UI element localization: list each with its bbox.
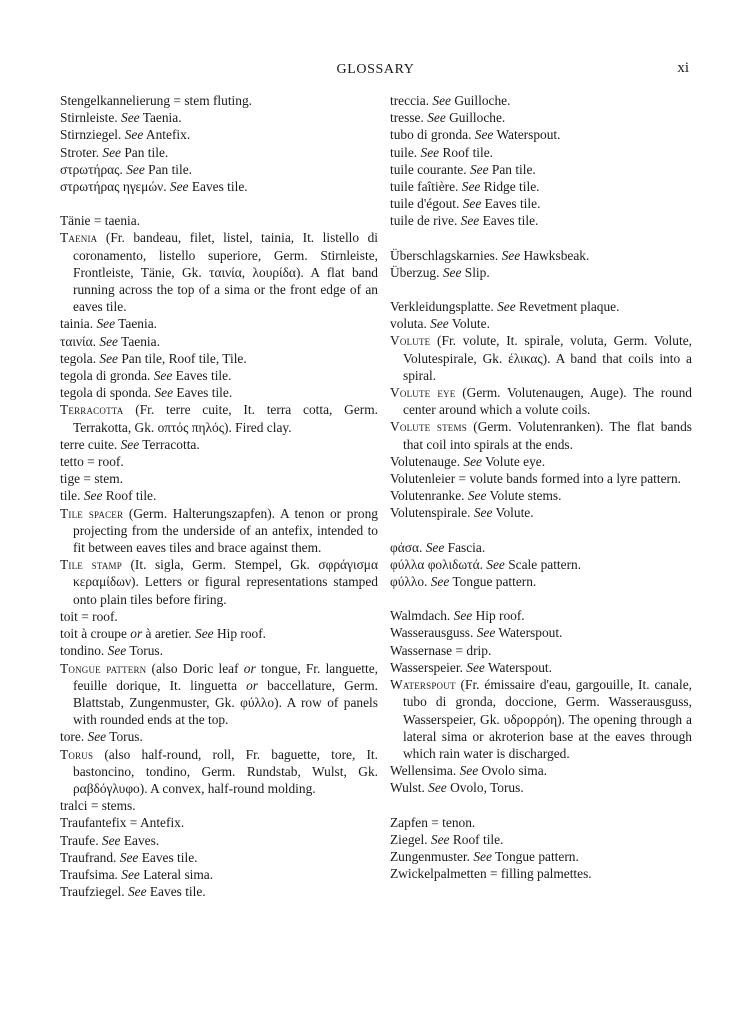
entry-text: Stirnleiste.	[60, 110, 121, 126]
entry-text: φύλλα φολιδωτά.	[390, 556, 487, 572]
glossary-entry	[60, 866, 378, 883]
glossary-entry	[390, 195, 692, 212]
entry-text: Tänie = taenia.	[60, 213, 141, 229]
entry-text: Torus.	[106, 729, 143, 745]
entry-text: Traufsima.	[60, 866, 122, 882]
entry-cross-ref: See	[459, 763, 479, 779]
entry-text: Verkleidungsplatte.	[390, 299, 498, 315]
section-gap	[390, 522, 692, 539]
glossary-entry	[390, 659, 692, 676]
glossary-entry	[60, 212, 378, 229]
entry-text: (also half-round, roll, Fr. baguette, tore, It. bastoncino, tondino, Germ. Rundstab, Wulst, Gk. ραβδόγλυφο). A convex, half-round molding.	[73, 746, 378, 796]
entry-cross-ref: See	[501, 247, 521, 263]
entry-text: Walmdach.	[390, 608, 454, 624]
glossary-entry	[390, 161, 692, 178]
entry-text: tondino.	[60, 643, 108, 659]
glossary-entry	[390, 332, 692, 384]
entry-text: Guilloche.	[450, 93, 511, 108]
entry-cross-ref: See	[466, 659, 485, 675]
entry-text: Volute.	[448, 316, 490, 332]
glossary-entry	[390, 556, 692, 573]
entry-text: Pan tile.	[121, 144, 169, 160]
entry-cross-ref: See	[107, 643, 127, 659]
glossary-entry	[60, 178, 378, 195]
glossary-entry	[60, 797, 378, 814]
entry-text: tile.	[60, 488, 84, 504]
entry-cross-ref: See	[126, 161, 145, 177]
entry-cross-ref: See	[427, 110, 446, 126]
entry-text: Stirnziegel.	[60, 127, 125, 143]
glossary-entry	[390, 504, 692, 521]
entry-text: Lateral sima.	[139, 866, 214, 882]
glossary-entry	[60, 487, 378, 504]
entry-text: Überschlagskarnies.	[390, 247, 502, 263]
entry-text: tralci = stems.	[60, 798, 136, 814]
entry-text: Volutenleier = volute bands formed into a lyre pattern.	[390, 471, 682, 487]
entry-text: tetto = roof.	[60, 454, 124, 470]
entry-cross-ref: See	[453, 608, 473, 624]
section-gap	[390, 230, 692, 247]
entry-text: Tongue pattern.	[449, 574, 537, 590]
entry-text: tuile de rive.	[390, 213, 461, 229]
entry-cross-ref: See	[121, 110, 140, 126]
entry-cross-ref: See	[124, 127, 144, 143]
glossary-entry	[60, 144, 378, 161]
entry-text: Waterspout.	[484, 659, 552, 675]
entry-headword: Tile stamp	[60, 557, 122, 573]
entry-text: Volutenauge.	[390, 453, 464, 469]
entry-text: toit à croupe	[60, 626, 131, 642]
entry-text: Ovolo, Torus.	[446, 780, 524, 796]
entry-text: Roof tile.	[439, 144, 494, 160]
glossary-entry	[60, 350, 378, 367]
glossary-entry	[390, 144, 692, 161]
entry-text: Hip roof.	[472, 608, 525, 624]
entry-text: Eaves tile.	[172, 368, 232, 384]
entry-cross-ref: See	[497, 299, 516, 315]
entry-cross-ref: or	[130, 626, 143, 642]
entry-cross-ref: See	[442, 264, 462, 280]
entry-text: terre cuite.	[60, 436, 121, 452]
entry-text: Pan tile.	[144, 161, 193, 177]
entry-cross-ref: See	[425, 539, 445, 555]
glossary-column-left	[60, 92, 378, 900]
glossary-entry	[390, 384, 692, 418]
entry-cross-ref: See	[127, 884, 147, 900]
entry-text: Volutenranke.	[390, 488, 468, 504]
entry-cross-ref: See	[102, 144, 121, 160]
entry-text: (also Doric leaf	[146, 660, 244, 676]
entry-text: Waterspout.	[495, 625, 563, 641]
entry-headword: Tile spacer	[60, 505, 124, 521]
glossary-entry	[60, 849, 378, 866]
glossary-entry	[390, 831, 692, 848]
entry-text: Taenia.	[115, 316, 157, 332]
entry-text: Eaves tile.	[173, 385, 233, 401]
entry-text: Eaves tile.	[479, 213, 539, 229]
glossary-entry	[390, 264, 692, 281]
running-title: GLOSSARY	[336, 62, 415, 77]
entry-text: Eaves tile.	[146, 884, 206, 900]
entry-text: Revetment plaque.	[515, 299, 620, 315]
section-gap	[60, 195, 378, 212]
entry-text: Wasserspeier.	[390, 659, 467, 675]
entry-cross-ref: See	[462, 196, 482, 212]
entry-text: tegola di sponda.	[60, 385, 155, 401]
entry-text: tegola di gronda.	[60, 368, 154, 384]
glossary-entry	[390, 92, 692, 109]
entry-text: Scale pattern.	[504, 556, 582, 572]
entry-text: Fascia.	[444, 539, 486, 555]
entry-text: tubo di gronda.	[390, 127, 475, 143]
entry-text: Wulst.	[390, 780, 429, 796]
entry-text: Wasserausguss.	[390, 625, 477, 641]
entry-cross-ref: See	[87, 729, 107, 745]
entry-cross-ref: See	[476, 625, 496, 641]
entry-text: toit = roof.	[60, 608, 118, 624]
glossary-entry	[390, 109, 692, 126]
entry-text: Wassernase = drip.	[390, 642, 492, 658]
entry-cross-ref: See	[473, 505, 493, 521]
glossary-entry	[60, 126, 378, 143]
entry-text: (Germ. Halterungszapfen). A tenon or prong projecting from the underside of an antefix, intended to fit between eaves tiles and brace against them.	[73, 505, 378, 556]
entry-text: (It. sigla, Germ. Stempel, Gk. σφράγισμα κεραμίδων). Letters or figural representations stamped onto plain tiles before firing.	[73, 557, 378, 607]
entry-headword: Taenia	[60, 230, 98, 246]
entry-headword: Volute	[390, 333, 431, 349]
glossary-entry	[390, 779, 692, 796]
glossary-entry	[390, 247, 692, 264]
glossary-entry	[60, 505, 378, 557]
entry-cross-ref: See	[473, 848, 492, 864]
entry-cross-ref: See	[430, 831, 450, 847]
glossary-entry	[390, 453, 692, 470]
entry-text: Guilloche.	[445, 110, 506, 126]
entry-cross-ref: See	[99, 350, 119, 366]
entry-text: φάσα.	[390, 539, 426, 555]
entry-cross-ref: See	[121, 866, 140, 882]
entry-text: Volute eye.	[481, 453, 546, 469]
entry-text: tige = stem.	[60, 471, 123, 487]
entry-cross-ref: See	[420, 144, 440, 160]
glossary-entry	[60, 608, 378, 625]
entry-text: treccia.	[390, 93, 433, 108]
entry-headword: Terracotta	[60, 402, 124, 418]
entry-cross-ref: See	[428, 780, 447, 796]
entry-cross-ref: See	[474, 127, 494, 143]
entry-headword: Volute eye	[390, 385, 456, 401]
entry-text: στρωτήρας ηγεμών.	[60, 179, 170, 195]
entry-text: Eaves tile.	[138, 849, 198, 865]
entry-text: tegola.	[60, 350, 100, 366]
glossary-entry	[390, 126, 692, 143]
entry-cross-ref: See	[120, 436, 140, 452]
glossary-entry	[390, 573, 692, 590]
entry-cross-ref: See	[467, 488, 487, 504]
entry-text: Taenia.	[117, 333, 160, 349]
glossary-entry	[390, 624, 692, 641]
entry-text: Ridge tile.	[480, 179, 540, 195]
entry-cross-ref: See	[169, 179, 189, 195]
glossary-entry	[60, 642, 378, 659]
glossary-entry	[390, 607, 692, 624]
entry-cross-ref: See	[83, 488, 103, 504]
glossary-entry	[390, 814, 692, 831]
glossary-entry	[60, 470, 378, 487]
entry-text: Roof tile.	[102, 488, 157, 504]
entry-text: Eaves tile.	[481, 196, 541, 212]
entry-cross-ref: See	[96, 316, 116, 332]
entry-text: Stengelkannelierung = stem fluting.	[60, 93, 253, 108]
page-header	[0, 60, 751, 80]
entry-text: Tongue pattern.	[491, 848, 579, 864]
entry-text: Volute stems.	[486, 488, 562, 504]
glossary-entry	[390, 865, 692, 882]
entry-cross-ref: See	[99, 333, 118, 349]
entry-text: ταινία.	[60, 333, 100, 349]
entry-cross-ref: or	[246, 677, 259, 693]
entry-text: Waterspout.	[493, 127, 561, 143]
entry-text: Traufe.	[60, 832, 102, 848]
glossary-column-right	[390, 92, 692, 882]
entry-text: Stroter.	[60, 144, 103, 160]
entry-text: à aretier.	[142, 626, 195, 642]
entry-text: Wellensima.	[390, 763, 460, 779]
section-gap	[390, 281, 692, 298]
glossary-entry	[60, 367, 378, 384]
entry-headword: Waterspout	[390, 677, 456, 693]
glossary-entry	[60, 625, 378, 642]
glossary-entry	[390, 470, 692, 487]
entry-text: tuile.	[390, 144, 421, 160]
entry-cross-ref: See	[469, 161, 489, 177]
entry-text: Pan tile.	[488, 161, 536, 177]
entry-cross-ref: See	[195, 626, 214, 642]
glossary-entry	[60, 883, 378, 900]
entry-text: φύλλο.	[390, 574, 431, 590]
entry-text: Pan tile, Roof tile, Tile.	[118, 350, 247, 366]
entry-text: (Fr. terre cuite, It. terra cotta, Germ. Terrakotta, Gk. οπτός πηλός). Fired clay.	[73, 402, 378, 435]
entry-headword: Volute stems	[390, 419, 467, 435]
entry-cross-ref: See	[460, 213, 480, 229]
glossary-entry	[60, 746, 378, 798]
entry-text: tuile d'égout.	[390, 196, 463, 212]
entry-headword: Tongue pattern	[60, 660, 147, 676]
glossary-entry	[390, 762, 692, 779]
entry-text: Eaves.	[120, 832, 160, 848]
glossary-entry	[60, 229, 378, 315]
glossary-entry	[390, 212, 692, 229]
glossary-entry	[390, 676, 692, 762]
entry-text: Volutenspirale.	[390, 505, 474, 521]
entry-text: Traufrand.	[60, 849, 120, 865]
entry-text: Taenia.	[139, 110, 182, 126]
glossary-entry	[390, 298, 692, 315]
page-number: xi	[677, 60, 689, 76]
glossary-entry	[60, 814, 378, 831]
glossary-entry	[60, 315, 378, 332]
glossary-entry	[60, 660, 378, 729]
entry-text: tore.	[60, 729, 88, 745]
entry-cross-ref: See	[153, 368, 173, 384]
entry-text: Roof tile.	[449, 831, 504, 847]
entry-cross-ref: See	[463, 453, 482, 469]
entry-text: (Germ. Volutenranken). The flat bands that coil into spirals at the ends.	[403, 419, 692, 452]
entry-cross-ref: See	[101, 832, 121, 848]
entry-text: Ovolo sima.	[478, 763, 547, 779]
glossary-entry	[390, 487, 692, 504]
entry-cross-ref: See	[486, 556, 505, 572]
entry-text: Slip.	[461, 264, 490, 280]
glossary-entry	[60, 453, 378, 470]
glossary-entry	[390, 848, 692, 865]
entry-cross-ref: See	[432, 93, 451, 108]
glossary-entry	[60, 333, 378, 350]
entry-text: Eaves tile.	[188, 179, 248, 195]
entry-text: Volute.	[492, 505, 534, 521]
glossary-entry	[60, 401, 378, 435]
entry-text: Torus.	[126, 643, 163, 659]
glossary-entry	[390, 315, 692, 332]
entry-text: Zungenmuster.	[390, 848, 474, 864]
entry-text: Antefix.	[143, 127, 191, 143]
glossary-entry	[390, 539, 692, 556]
glossary-entry	[60, 728, 378, 745]
section-gap	[390, 797, 692, 814]
entry-headword: Torus	[60, 746, 94, 762]
glossary-entry	[390, 418, 692, 452]
entry-cross-ref: or	[243, 660, 256, 676]
entry-cross-ref: See	[461, 179, 481, 195]
entry-text: tainia.	[60, 316, 97, 332]
entry-text: Terracotta.	[139, 436, 200, 452]
entry-text: (Fr. bandeau, filet, listel, tainia, It. listello di coronamento, listello superiore, Germ. Stirnleiste, Frontleiste, Tänie, Gk. ταινία, λουρίδα). A flat band running across the top of a sima or the front edge of an eaves tile.	[73, 230, 378, 315]
entry-cross-ref: See	[430, 316, 449, 332]
entry-text: baccellature, Germ. Blattstab, Zungenmuster, Gk. φύλλο). A row of panels with rounded ends at the top.	[73, 677, 378, 728]
glossary-entry	[60, 556, 378, 608]
entry-text: Hawksbeak.	[520, 247, 590, 263]
entry-text: στρωτήρας.	[60, 161, 127, 177]
entry-cross-ref: See	[430, 574, 450, 590]
entry-text: Zapfen = tenon.	[390, 814, 476, 830]
entry-text: Ziegel.	[390, 831, 431, 847]
entry-cross-ref: See	[119, 849, 139, 865]
glossary-entry	[60, 161, 378, 178]
glossary-entry	[60, 92, 378, 109]
section-gap	[390, 590, 692, 607]
glossary-entry	[60, 832, 378, 849]
entry-text: tresse.	[390, 110, 428, 126]
glossary-entry	[390, 178, 692, 195]
entry-text: tongue, Fr. languette, feuille dorique, It. linguetta	[73, 660, 379, 693]
entry-text: (Fr. émissaire d'eau, gargouille, It. canale, tubo di gronda, doccione, Germ. Wasserausguss, Wasserspeier, Gk. υδρορρόη). The opening through a lateral sima or akroterion base at the eaves through which rain water is discharged.	[403, 677, 692, 761]
entry-text: voluta.	[390, 316, 431, 332]
glossary-entry	[60, 436, 378, 453]
entry-text: (Fr. volute, It. spirale, voluta, Germ. Volute, Volutespirale, Gk. έλικας). A band that coils into a spiral.	[403, 333, 692, 383]
entry-text: tuile courante.	[390, 161, 470, 177]
glossary-entry	[60, 109, 378, 126]
entry-text: (Germ. Volutenaugen, Auge). The round center around which a volute coils.	[403, 385, 692, 418]
glossary-entry	[60, 384, 378, 401]
entry-text: Überzug.	[390, 264, 443, 280]
entry-text: Traufziegel.	[60, 884, 128, 900]
glossary-entry	[390, 642, 692, 659]
entry-text: Zwickelpalmetten = filling palmettes.	[390, 866, 592, 882]
entry-cross-ref: See	[154, 385, 174, 401]
entry-text: tuile faîtière.	[390, 179, 462, 195]
entry-text: Traufantefix = Antefix.	[60, 815, 185, 831]
entry-text: Hip roof.	[213, 626, 267, 642]
